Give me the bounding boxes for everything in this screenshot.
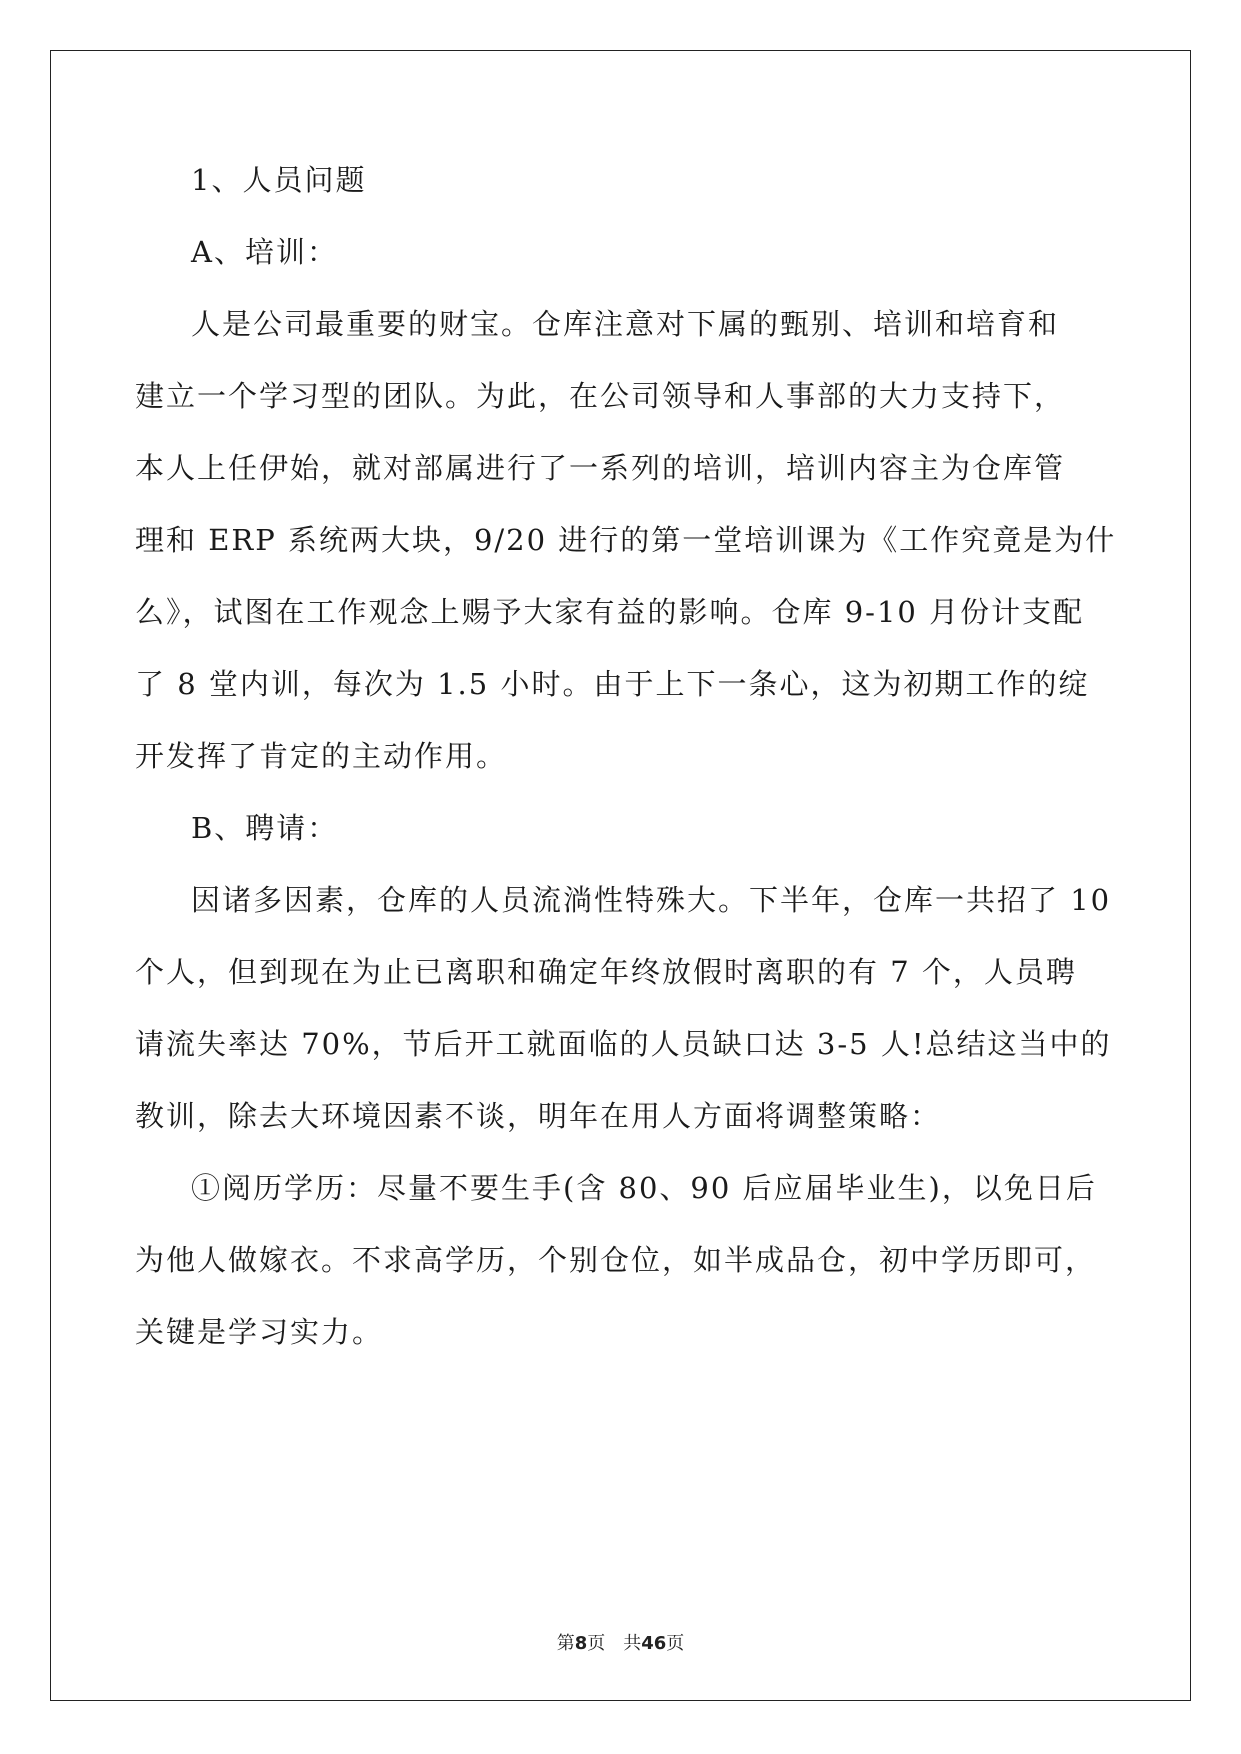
text-line: 开发挥了肯定的主动作用。: [135, 739, 508, 773]
text-line: 本人上任伊始，就对部属进行了一系列的培训，培训内容主为仓库管: [135, 451, 1066, 485]
footer-total-prefix: 共: [623, 1633, 642, 1654]
text-line: A、培训：: [191, 235, 338, 269]
text-line: 因诸多因素，仓库的人员流淌性特殊大。下半年，仓库一共招了 10: [191, 883, 1112, 917]
text-line: 教训，除去大环境因素不谈，明年在用人方面将调整策略：: [135, 1099, 942, 1133]
text-line: 关键是学习实力。: [135, 1315, 384, 1349]
footer-page-suffix: 页: [587, 1633, 606, 1654]
footer-total-pages: 46: [641, 1633, 667, 1654]
footer-page-number: 8: [574, 1633, 588, 1654]
page-border: [50, 50, 1191, 1701]
text-line: B、聘请：: [191, 811, 339, 845]
text-line: 个人，但到现在为止已离职和确定年终放假时离职的有 7 个，人员聘: [135, 955, 1077, 989]
text-line: 1、人员问题: [191, 163, 367, 197]
footer-prefix: 第: [556, 1633, 575, 1654]
text-line: 理和 ERP 系统两大块，9/20 进行的第一堂培训课为《工作究竟是为什: [135, 523, 1117, 557]
footer-total-suffix: 页: [666, 1633, 685, 1654]
page-footer: [0, 1629, 1241, 1655]
text-line: 么》，试图在工作观念上赐予大家有益的影响。仓库 9-10 月份计支配: [135, 595, 1085, 629]
text-line: 请流失率达 70%，节后开工就面临的人员缺口达 3-5 人!总结这当中的: [135, 1027, 1112, 1061]
text-line: ①阅历学历：尽量不要生手(含 80、90 后应届毕业生)，以免日后: [191, 1171, 1097, 1205]
text-line: 建立一个学习型的团队。为此，在公司领导和人事部的大力支持下，: [135, 379, 1066, 413]
text-line: 了 8 堂内训，每次为 1.5 小时。由于上下一条心，这为初期工作的绽: [135, 667, 1090, 701]
text-line: 人是公司最重要的财宝。仓库注意对下属的甄别、培训和培育和: [191, 307, 1060, 341]
text-line: 为他人做嫁衣。不求高学历，个别仓位，如半成品仓，初中学历即可，: [135, 1243, 1097, 1277]
